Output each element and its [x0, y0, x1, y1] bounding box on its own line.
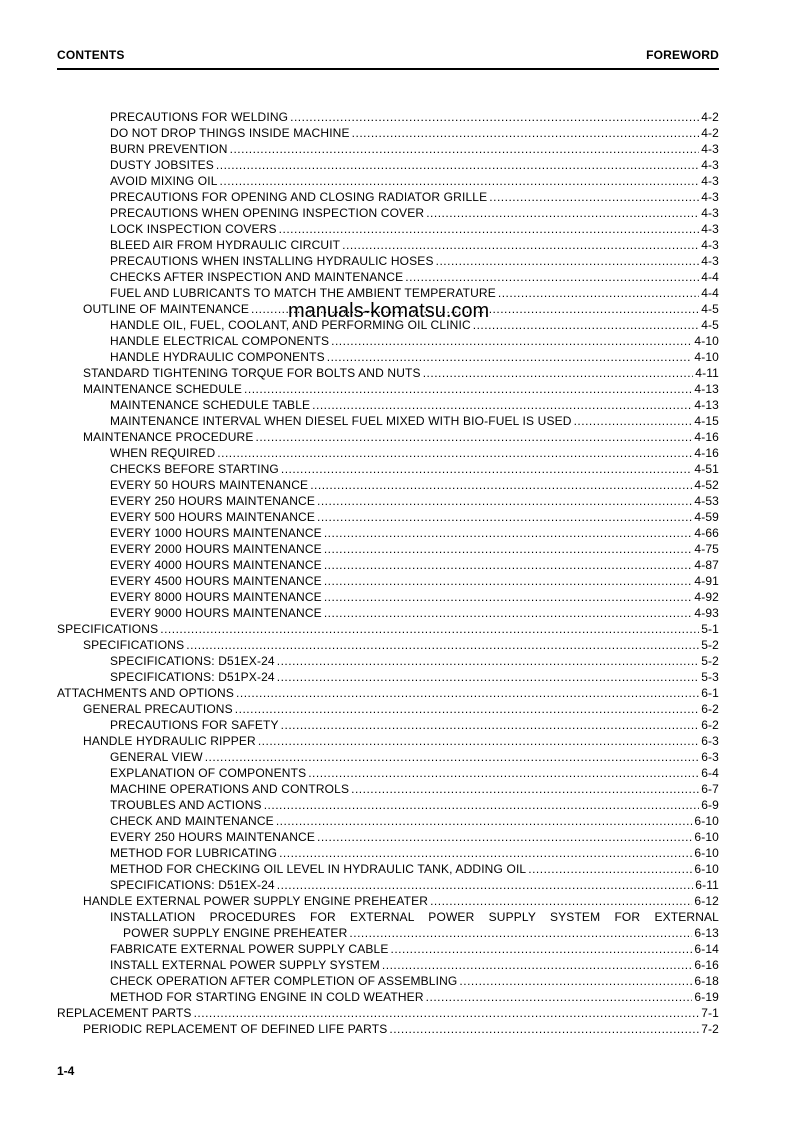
toc-entry-page: 4-16: [694, 430, 719, 444]
toc-entry[interactable]: [57, 829, 719, 845]
toc-entry[interactable]: [57, 605, 719, 621]
toc-entry[interactable]: [57, 957, 719, 973]
dot-leader: [235, 701, 699, 717]
toc-entry-title: SPECIFICATIONS: D51EX-24: [110, 654, 275, 668]
dot-leader: [236, 685, 699, 701]
toc-entry-page: 4-4: [701, 286, 719, 300]
dot-leader: [264, 797, 700, 813]
toc-entry-page: 7-1: [701, 1006, 719, 1020]
toc-entry-page: 6-9: [701, 798, 719, 812]
toc-entry-title: MAINTENANCE SCHEDULE TABLE: [110, 398, 311, 412]
toc-entry-page: 6-2: [701, 718, 719, 732]
toc-entry[interactable]: [57, 413, 719, 429]
header-section-title: CONTENTS: [57, 48, 125, 62]
toc-entry-page: 6-18: [694, 974, 719, 988]
toc-entry-page: 6-13: [694, 926, 719, 940]
toc-entry-page: 4-10: [694, 334, 719, 348]
toc-entry[interactable]: [57, 253, 719, 269]
toc-entry[interactable]: [57, 285, 719, 301]
toc-entry-title: STANDARD TIGHTENING TORQUE FOR BOLTS AND NUTS: [83, 366, 421, 380]
toc-entry-title: SPECIFICATIONS: [83, 638, 185, 652]
dot-leader: [574, 413, 693, 429]
toc-entry[interactable]: [57, 125, 719, 141]
dot-leader: [327, 349, 693, 365]
toc-entry-title: DO NOT DROP THINGS INSIDE MACHINE: [110, 126, 350, 140]
toc-entry-page: 4-52: [694, 478, 719, 492]
toc-entry[interactable]: [57, 349, 719, 365]
toc-entry-title: EVERY 500 HOURS MAINTENANCE: [110, 510, 315, 524]
dot-leader: [317, 493, 692, 509]
toc-entry[interactable]: [57, 445, 719, 461]
toc-entry-page: 4-91: [694, 574, 719, 588]
dot-leader: [276, 813, 693, 829]
toc-entry-title: BURN PREVENTION: [110, 142, 228, 156]
toc-entry-page: 5-2: [701, 638, 719, 652]
dot-leader: [349, 925, 692, 941]
dot-leader: [324, 605, 693, 621]
dot-leader: [258, 733, 699, 749]
toc-entry[interactable]: [57, 781, 719, 797]
dot-leader: [423, 365, 694, 381]
toc-entry-page: 4-5: [701, 318, 719, 332]
page-header: [57, 48, 719, 70]
toc-entry-page: 4-10: [694, 350, 719, 364]
toc-entry-title: MAINTENANCE INTERVAL WHEN DIESEL FUEL MIXED WITH BIO-FUEL IS USED: [110, 414, 572, 428]
toc-entry-page: 4-3: [701, 222, 719, 236]
toc-entry[interactable]: [57, 365, 719, 381]
dot-leader: [324, 525, 693, 541]
dot-leader: [277, 877, 694, 893]
toc-entry-page: 6-10: [694, 862, 719, 876]
toc-entry-title: EVERY 4000 HOURS MAINTENANCE: [110, 558, 322, 572]
toc-entry-page: 4-93: [694, 606, 719, 620]
toc-entry-title: CHECKS AFTER INSPECTION AND MAINTENANCE: [110, 270, 404, 284]
dot-leader: [430, 893, 692, 909]
toc-entry-page: 6-14: [694, 942, 719, 956]
toc-entry-page: 4-3: [701, 158, 719, 172]
toc-entry[interactable]: [57, 621, 719, 637]
dot-leader: [382, 957, 692, 973]
dot-leader: [290, 109, 699, 125]
toc-entry-title: HANDLE OIL, FUEL, COOLANT, AND PERFORMING OIL CLINIC: [110, 318, 471, 332]
dot-leader: [160, 621, 699, 637]
toc-entry-title: PERIODIC REPLACEMENT OF DEFINED LIFE PARTS: [83, 1022, 388, 1036]
toc-entry-page: 5-3: [701, 670, 719, 684]
toc-entry-page: 5-1: [701, 622, 719, 636]
toc-entry[interactable]: [57, 525, 719, 541]
toc-entry[interactable]: [57, 173, 719, 189]
toc-entry-title: CHECK AND MAINTENANCE: [110, 814, 274, 828]
toc-entry-page: 6-7: [701, 782, 719, 796]
toc-entry-title: LOCK INSPECTION COVERS: [110, 222, 277, 236]
dot-leader: [216, 157, 699, 173]
dot-leader: [186, 637, 699, 653]
toc-entry-title: MAINTENANCE PROCEDURE: [83, 430, 254, 444]
toc-entry-page: 4-11: [695, 366, 719, 380]
toc-entry[interactable]: [57, 493, 719, 509]
table-of-contents: [57, 109, 719, 1037]
dot-leader: [528, 861, 692, 877]
toc-entry-page: 6-4: [701, 766, 719, 780]
toc-entry-title: METHOD FOR STARTING ENGINE IN COLD WEATHER: [110, 990, 424, 1004]
watermark-text: manuals-komatsu.com: [288, 300, 490, 322]
toc-entry-page: 4-3: [701, 174, 719, 188]
toc-entry[interactable]: [57, 669, 719, 685]
toc-entry[interactable]: [57, 749, 719, 765]
toc-entry[interactable]: [57, 589, 719, 605]
toc-entry[interactable]: [57, 1021, 719, 1037]
toc-entry[interactable]: [57, 109, 719, 125]
toc-entry-title: METHOD FOR LUBRICATING: [110, 846, 278, 860]
toc-entry-title: EVERY 8000 HOURS MAINTENANCE: [110, 590, 322, 604]
toc-entry[interactable]: [57, 941, 719, 957]
toc-entry[interactable]: [57, 701, 719, 717]
toc-entry-page: 4-3: [701, 190, 719, 204]
toc-entry-page: 6-1: [701, 686, 719, 700]
toc-entry-page: 6-16: [694, 958, 719, 972]
dot-leader: [279, 221, 700, 237]
toc-entry-page: 6-3: [701, 750, 719, 764]
dot-leader: [277, 669, 699, 685]
toc-entry-title: PRECAUTIONS FOR WELDING: [110, 110, 289, 124]
toc-entry-page: 4-66: [694, 526, 719, 540]
dot-leader: [205, 749, 699, 765]
dot-leader: [459, 973, 692, 989]
toc-entry[interactable]: [57, 541, 719, 557]
toc-entry-page: 4-3: [701, 206, 719, 220]
toc-entry[interactable]: [57, 557, 719, 573]
toc-entry-page: 4-13: [694, 398, 719, 412]
toc-entry-page: 4-51: [694, 462, 719, 476]
toc-entry[interactable]: [57, 877, 719, 893]
dot-leader: [426, 989, 693, 1005]
toc-entry[interactable]: [57, 269, 719, 285]
toc-entry-title: EVERY 9000 HOURS MAINTENANCE: [110, 606, 322, 620]
toc-entry[interactable]: [57, 733, 719, 749]
toc-entry-title: HANDLE HYDRAULIC COMPONENTS: [110, 350, 325, 364]
toc-entry-title: FABRICATE EXTERNAL POWER SUPPLY CABLE: [110, 942, 389, 956]
toc-entry[interactable]: [57, 157, 719, 173]
toc-entry[interactable]: [57, 797, 719, 813]
toc-entry-title: POWER SUPPLY ENGINE PREHEATER: [123, 926, 348, 940]
toc-entry-title: MACHINE OPERATIONS AND CONTROLS: [110, 782, 350, 796]
dot-leader: [256, 429, 693, 445]
toc-entry[interactable]: [57, 973, 719, 989]
dot-leader: [317, 509, 692, 525]
toc-entry-title: BLEED AIR FROM HYDRAULIC CIRCUIT: [110, 238, 341, 252]
toc-entry[interactable]: [57, 893, 719, 909]
toc-entry-title: INSTALL EXTERNAL POWER SUPPLY SYSTEM: [110, 958, 380, 972]
dot-leader: [279, 845, 692, 861]
toc-entry-title: FUEL AND LUBRICANTS TO MATCH THE AMBIENT TEMPERATURE: [110, 286, 496, 300]
header-chapter-title: FOREWORD: [646, 48, 719, 62]
dot-leader: [277, 653, 699, 669]
dot-leader: [352, 125, 700, 141]
toc-entry-page: 4-87: [694, 558, 719, 572]
toc-entry-title: EVERY 250 HOURS MAINTENANCE: [110, 830, 315, 844]
dot-leader: [244, 381, 692, 397]
toc-entry-page: 7-2: [701, 1022, 719, 1036]
toc-entry-page: 4-2: [701, 110, 719, 124]
toc-entry[interactable]: [57, 381, 719, 397]
toc-entry-title: EVERY 250 HOURS MAINTENANCE: [110, 494, 315, 508]
dot-leader: [312, 397, 692, 413]
toc-entry[interactable]: [57, 221, 719, 237]
toc-entry[interactable]: [57, 1005, 719, 1021]
toc-entry-page: 4-16: [694, 446, 719, 460]
toc-entry[interactable]: [57, 989, 719, 1005]
toc-entry-title: MAINTENANCE SCHEDULE: [83, 382, 243, 396]
toc-entry[interactable]: [57, 333, 719, 349]
toc-entry-title: GENERAL PRECAUTIONS: [83, 702, 233, 716]
dot-leader: [308, 765, 699, 781]
dot-leader: [436, 253, 700, 269]
toc-entry-title: PRECAUTIONS WHEN OPENING INSPECTION COVER: [110, 206, 425, 220]
toc-entry-page: 4-3: [701, 238, 719, 252]
toc-entry[interactable]: [57, 765, 719, 781]
toc-entry-title: CHECKS BEFORE STARTING: [110, 462, 279, 476]
toc-entry[interactable]: [57, 205, 719, 221]
toc-entry-title: OUTLINE OF MAINTENANCE: [83, 302, 249, 316]
dot-leader: [281, 461, 692, 477]
toc-entry-title: SPECIFICATIONS: [57, 622, 159, 636]
dot-leader: [194, 1005, 700, 1021]
toc-entry-title: PRECAUTIONS WHEN INSTALLING HYDRAULIC HOSES: [110, 254, 434, 268]
toc-entry[interactable]: [57, 189, 719, 205]
toc-entry-title: WHEN REQUIRED: [110, 446, 216, 460]
dot-leader: [324, 557, 693, 573]
toc-entry-page: 6-10: [694, 814, 719, 828]
toc-entry[interactable]: [57, 397, 719, 413]
dot-leader: [324, 541, 693, 557]
dot-leader: [217, 445, 692, 461]
toc-entry[interactable]: [57, 845, 719, 861]
toc-entry[interactable]: [57, 141, 719, 157]
dot-leader: [324, 573, 693, 589]
toc-entry-page: 4-13: [694, 382, 719, 396]
toc-entry[interactable]: [57, 237, 719, 253]
dot-leader: [389, 1021, 699, 1037]
dot-leader: [426, 205, 699, 221]
toc-entry-title: HANDLE ELECTRICAL COMPONENTS: [110, 334, 330, 348]
dot-leader: [351, 781, 699, 797]
toc-entry-page: 6-3: [701, 734, 719, 748]
toc-entry-title: PRECAUTIONS FOR OPENING AND CLOSING RADIATOR GRILLE: [110, 190, 488, 204]
toc-entry-page: 4-53: [694, 494, 719, 508]
toc-entry[interactable]: [57, 637, 719, 653]
toc-entry[interactable]: [57, 461, 719, 477]
dot-leader: [498, 285, 699, 301]
dot-leader: [281, 717, 700, 733]
toc-entry-title: PRECAUTIONS FOR SAFETY: [110, 718, 279, 732]
toc-entry-title: TROUBLES AND ACTIONS: [110, 798, 262, 812]
toc-entry-title: DUSTY JOBSITES: [110, 158, 214, 172]
toc-entry[interactable]: [57, 477, 719, 493]
toc-entry-title: ATTACHMENTS AND OPTIONS: [57, 686, 235, 700]
toc-entry[interactable]: [57, 653, 719, 669]
dot-leader: [317, 829, 692, 845]
toc-entry-page: 6-12: [694, 894, 719, 908]
page-number: 1-4: [57, 1064, 75, 1078]
dot-leader: [489, 189, 699, 205]
toc-entry[interactable]: [57, 509, 719, 525]
toc-entry-title: EXPLANATION OF COMPONENTS: [110, 766, 307, 780]
toc-entry-title: CHECK OPERATION AFTER COMPLETION OF ASSEMBLING: [110, 974, 458, 988]
toc-entry[interactable]: [57, 573, 719, 589]
dot-leader: [220, 173, 700, 189]
dot-leader: [331, 333, 692, 349]
toc-entry[interactable]: [57, 813, 719, 829]
dot-leader: [230, 141, 700, 157]
toc-entry-title: SPECIFICATIONS: D51PX-24: [110, 670, 275, 684]
toc-entry-wrapped[interactable]: INSTALLATION PROCEDURES FOR EXTERNAL POWER SUPPLY SYSTEM FOR EXTERNAL: [110, 910, 719, 924]
toc-entry[interactable]: [57, 861, 719, 877]
toc-entry-title: GENERAL VIEW: [110, 750, 203, 764]
toc-entry-page: 4-4: [701, 270, 719, 284]
toc-entry-page: 4-75: [694, 542, 719, 556]
toc-entry-page: 5-2: [701, 654, 719, 668]
toc-entry-title: REPLACEMENT PARTS: [57, 1006, 192, 1020]
toc-entry-page: 4-3: [701, 254, 719, 268]
toc-entry[interactable]: [57, 685, 719, 701]
toc-entry-page: 4-59: [694, 510, 719, 524]
toc-entry-page: 4-2: [701, 126, 719, 140]
toc-entry-page: 6-10: [694, 830, 719, 844]
toc-entry-page: 4-5: [701, 302, 719, 316]
dot-leader: [391, 941, 693, 957]
dot-leader: [342, 237, 699, 253]
toc-entry[interactable]: [57, 717, 719, 733]
toc-entry-title: EVERY 50 HOURS MAINTENANCE: [110, 478, 309, 492]
toc-entry-title: EVERY 1000 HOURS MAINTENANCE: [110, 526, 322, 540]
toc-entry-page: 6-2: [701, 702, 719, 716]
dot-leader: [405, 269, 699, 285]
toc-entry-title: HANDLE HYDRAULIC RIPPER: [83, 734, 256, 748]
dot-leader: [310, 477, 692, 493]
toc-entry-title: AVOID MIXING OIL: [110, 174, 218, 188]
toc-entry-title: EVERY 2000 HOURS MAINTENANCE: [110, 542, 322, 556]
toc-entry[interactable]: [57, 429, 719, 445]
toc-entry-page: 6-11: [695, 878, 719, 892]
toc-entry-page: 4-15: [694, 414, 719, 428]
toc-entry-page: 6-19: [694, 990, 719, 1004]
toc-entry-page: 4-3: [701, 142, 719, 156]
dot-leader: [324, 589, 693, 605]
toc-entry-title: SPECIFICATIONS: D51EX-24: [110, 878, 275, 892]
toc-entry-title: HANDLE EXTERNAL POWER SUPPLY ENGINE PREHEATER: [83, 894, 429, 908]
toc-entry[interactable]: [57, 925, 719, 941]
toc-entry-title: EVERY 4500 HOURS MAINTENANCE: [110, 574, 322, 588]
dot-leader: [473, 317, 699, 333]
toc-entry-title: METHOD FOR CHECKING OIL LEVEL IN HYDRAULIC TANK, ADDING OIL: [110, 862, 527, 876]
toc-entry-page: 6-10: [694, 846, 719, 860]
toc-entry-page: 4-92: [694, 590, 719, 604]
